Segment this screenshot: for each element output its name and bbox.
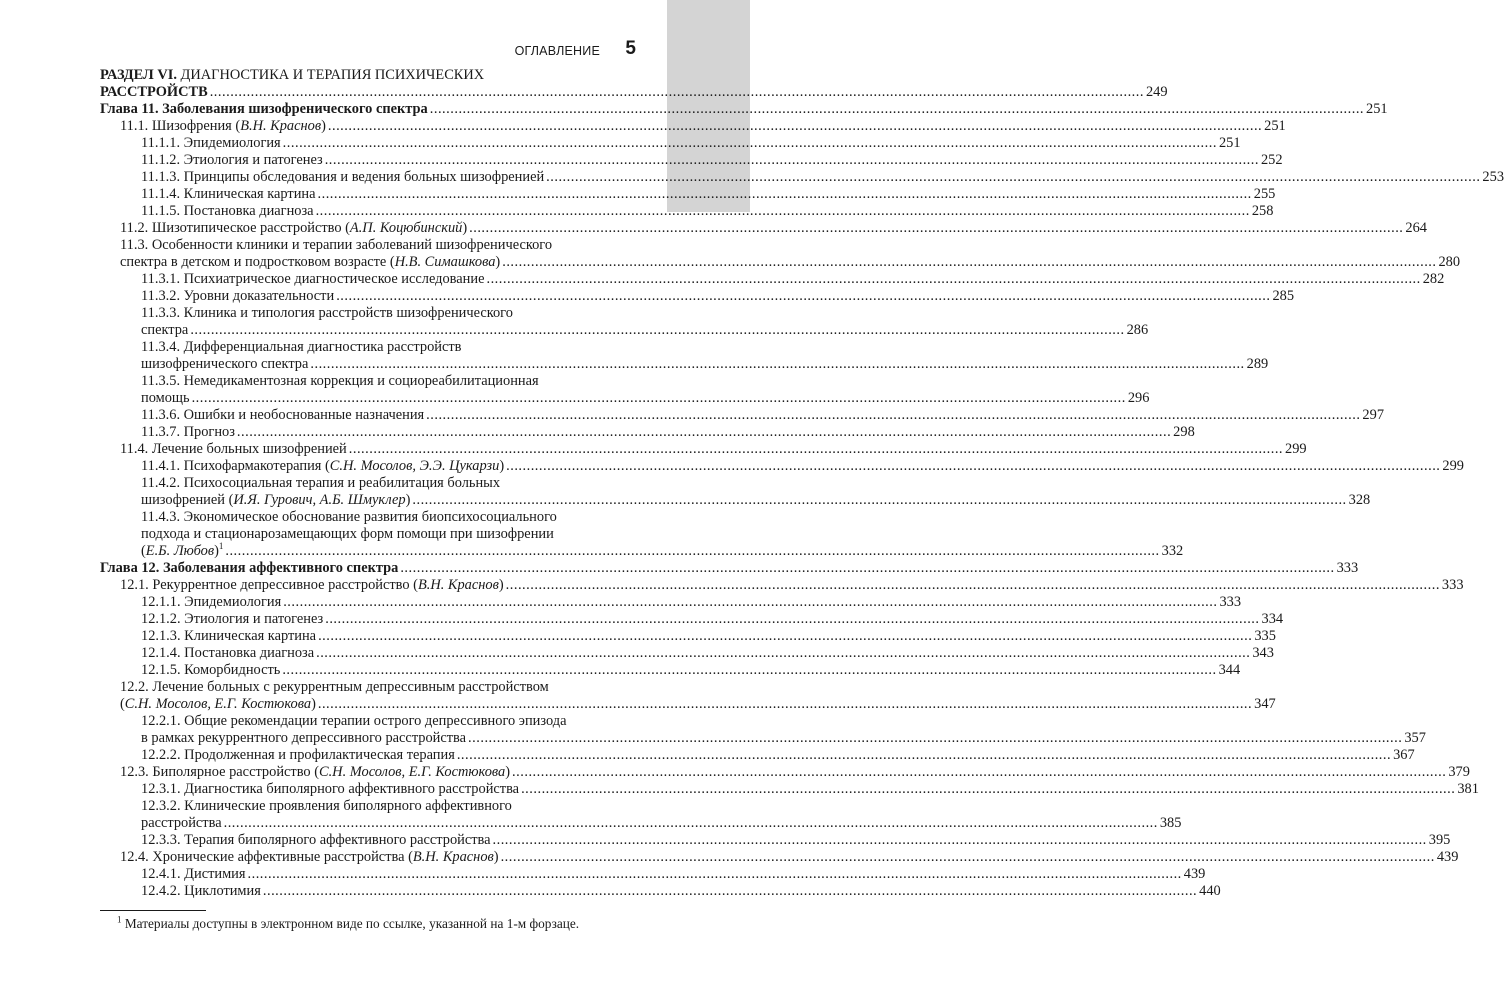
toc-page-number: 258 xyxy=(1251,203,1274,219)
toc-entry[interactable] xyxy=(100,798,1182,832)
toc-entry-title: 12.1.3. Клиническая картина xyxy=(141,628,317,644)
toc-page-number: 347 xyxy=(1254,696,1276,712)
toc-page-number: 252 xyxy=(1260,152,1283,168)
toc-entry-author: С.Н. Мосолов, Э.Э. Цукарзи xyxy=(329,458,500,474)
toc-page-number: 251 xyxy=(1218,135,1241,151)
toc-page-number: 296 xyxy=(1127,390,1150,406)
toc-page-number: 343 xyxy=(1252,645,1274,661)
dot-leader xyxy=(225,543,1159,560)
toc-page-number: 251 xyxy=(1264,118,1286,134)
toc-entry[interactable]: 12.3. Биполярное расстройство (С.Н. Мосолов, Е.Г. Костюкова) ..... 379 xyxy=(100,764,635,781)
toc-page-number: 253 xyxy=(1482,169,1504,185)
toc-entry[interactable] xyxy=(100,169,1504,186)
toc-entry-title: 12.1.5. Коморбидность xyxy=(141,662,281,678)
dot-leader xyxy=(237,424,1171,441)
dot-leader xyxy=(400,560,1334,577)
toc-page-number: 439 xyxy=(1436,849,1459,865)
toc-entry[interactable] xyxy=(100,866,1206,883)
toc-entry[interactable] xyxy=(100,186,1276,203)
toc-entry[interactable] xyxy=(100,594,1242,611)
toc-page-number: 381 xyxy=(1457,781,1479,797)
toc-entry-title: 12.2.2. Продолженная и профилактическая терапия xyxy=(141,747,455,763)
toc-entry[interactable] xyxy=(100,883,1221,900)
toc-entry[interactable] xyxy=(100,152,1283,169)
toc-entry-title: 12.3.2. Клинические проявления биполярного аффективного xyxy=(141,798,512,814)
footnote xyxy=(117,916,637,932)
toc-entry[interactable] xyxy=(100,441,1307,458)
toc-chapter[interactable] xyxy=(100,101,1388,118)
toc-entry-title: 11.3.5. Немедикаментозная коррекция и социореабилитационная xyxy=(141,373,539,389)
toc-page-number: 344 xyxy=(1218,662,1241,678)
toc-entry-title: 12.4. Хронические аффективные расстройства xyxy=(120,849,405,865)
toc-entry-title: шизофренического спектра xyxy=(141,356,309,372)
toc-entry[interactable]: 12.2. Лечение больных с рекуррентным депрессивным расстройством (С.Н. Мосолов, Е.Г. Костюкова) ..... 347 xyxy=(100,679,635,713)
toc-entry[interactable]: 11.4.2. Психосоциальная терапия и реабилитация больных шизофренией (И.Я. Гурович, А.Б. Шмуклер) ..... 328 xyxy=(100,475,635,509)
toc-entry[interactable] xyxy=(100,373,1150,407)
dot-leader xyxy=(506,458,1440,475)
toc-page-number: 385 xyxy=(1159,815,1182,831)
toc-entry-title: 11.1.5. Постановка диагноза xyxy=(141,203,314,219)
toc-entry[interactable] xyxy=(100,135,1241,152)
toc-entry-title: 11.3.6. Ошибки и необоснованные назначения xyxy=(141,407,425,423)
dot-leader xyxy=(521,781,1455,798)
toc-entry-title: 11.1.3. Принципы обследования и ведения больных шизофренией xyxy=(141,169,545,185)
toc-page-number: 440 xyxy=(1199,883,1221,899)
toc-entry-author: В.Н. Краснов xyxy=(417,577,499,593)
dot-leader xyxy=(501,849,1435,866)
toc-page-number: 280 xyxy=(1438,254,1461,270)
toc-entry-title: 11.3.4. Дифференциальная диагностика расстройств xyxy=(141,339,462,355)
toc-section[interactable] xyxy=(100,67,1168,101)
toc-entry-title: спектра xyxy=(141,322,189,338)
toc-entry-title: 12.3.3. Терапия биполярного аффективного расстройства xyxy=(141,832,491,848)
toc-page-number: 249 xyxy=(1145,84,1168,100)
toc-entry[interactable] xyxy=(100,832,1451,849)
toc-entry-title: 11.3.2. Уровни доказательности xyxy=(141,288,335,304)
toc-entry-title: Глава 11. Заболевания шизофренического спектра xyxy=(100,101,428,117)
toc-entry-title: 12.1. Рекуррентное депрессивное расстройство xyxy=(120,577,410,593)
toc-entry-author: В.Н. Краснов xyxy=(412,849,494,865)
toc-page-number: 367 xyxy=(1393,747,1415,763)
toc-entry-author: В.Н. Краснов xyxy=(240,118,322,134)
toc-entry-title: 12.2.1. Общие рекомендации терапии острого депрессивного эпизода xyxy=(141,713,567,729)
toc-entry[interactable] xyxy=(100,288,1295,305)
toc-page-number: 299 xyxy=(1285,441,1307,457)
toc-page-number: 328 xyxy=(1348,492,1371,508)
toc-entry-title: 12.3. Биполярное расстройство xyxy=(120,764,311,780)
dot-leader xyxy=(546,169,1480,186)
dot-leader xyxy=(468,730,1402,747)
dot-leader xyxy=(310,356,1244,373)
toc-entry-title: 11.4. Лечение больных шизофренией xyxy=(120,441,347,457)
toc-entry[interactable] xyxy=(100,271,1445,288)
toc-entry-title: 12.3.1. Диагностика биполярного аффективного расстройства xyxy=(141,781,520,797)
toc-page-number: 297 xyxy=(1362,407,1385,423)
dot-leader xyxy=(325,611,1259,628)
toc-entry[interactable] xyxy=(100,713,1426,747)
toc-page-number: 395 xyxy=(1428,832,1451,848)
toc-entry[interactable]: 11.2. Шизотипическое расстройство (А.П. Коцюбинский) ..... 264 xyxy=(100,220,635,237)
toc-entry-author: И.Я. Гурович, А.Б. Шмуклер xyxy=(233,492,406,508)
toc-entry-title: 11.1.2. Этиология и патогенез xyxy=(141,152,323,168)
toc-entry[interactable] xyxy=(100,662,1241,679)
toc-entry[interactable] xyxy=(100,628,1276,645)
toc-entry-title: 11.3.3. Клиника и типология расстройств шизофренического xyxy=(141,305,513,321)
toc-entry[interactable] xyxy=(100,781,1479,798)
toc-entry-title: 11.4.2. Психосоциальная терапия и реабилитация больных xyxy=(141,475,501,491)
dot-leader xyxy=(430,101,1364,118)
table-of-contents xyxy=(100,67,1504,900)
toc-entry-author: С.Н. Мосолов, Е.Г. Костюкова xyxy=(124,696,312,712)
section-title: ДИАГНОСТИКА И ТЕРАПИЯ ПСИХИЧЕСКИХ xyxy=(180,67,485,83)
toc-entry-title: 12.2. Лечение больных с рекуррентным депрессивным расстройством xyxy=(120,679,549,695)
toc-page-number: 333 xyxy=(1219,594,1242,610)
toc-page-number: 379 xyxy=(1448,764,1470,780)
toc-page-number: 286 xyxy=(1126,322,1149,338)
toc-entry[interactable]: 12.4. Хронические аффективные расстройства (В.Н. Краснов) ..... 439 xyxy=(100,849,635,866)
toc-page-number: 333 xyxy=(1336,560,1359,576)
toc-page-number: 251 xyxy=(1366,101,1388,117)
toc-page-number: 299 xyxy=(1442,458,1464,474)
toc-entry-author: Е.Б. Любов xyxy=(145,543,215,559)
toc-entry[interactable] xyxy=(100,645,1274,662)
toc-entry-title: 11.4.1. Психофармакотерапия xyxy=(141,458,322,474)
toc-entry[interactable]: 11.4.3. Экономическое обоснование развития биопсихосоциального подхода и стационарозамещающих форм помощи при шизофрении (Е.Б. Любов)$^1$ ..... 332 xyxy=(100,509,635,560)
toc-entry-author: Н.В. Симашкова xyxy=(394,254,496,270)
toc-page-number: 332 xyxy=(1161,543,1184,559)
toc-page-number: 264 xyxy=(1405,220,1427,236)
dot-leader xyxy=(316,645,1250,662)
toc-page-number: 298 xyxy=(1173,424,1195,440)
toc-entry-title: Глава 12. Заболевания аффективного спектра xyxy=(100,560,399,576)
footnote-mark: 1 xyxy=(117,914,122,925)
toc-page-number: 255 xyxy=(1253,186,1276,202)
dot-leader xyxy=(316,203,1250,220)
running-header-label: ОГЛАВЛЕНИЕ xyxy=(514,44,600,58)
footnote-ref[interactable]: 1 xyxy=(218,541,224,552)
toc-entry-title: 12.4.1. Дистимия xyxy=(141,866,246,882)
dot-leader xyxy=(486,271,1420,288)
dot-leader xyxy=(282,662,1216,679)
dot-leader xyxy=(328,118,1262,135)
dot-leader xyxy=(349,441,1283,458)
toc-entry-title: 12.1.2. Этиология и патогенез xyxy=(141,611,324,627)
toc-entry[interactable] xyxy=(100,339,1269,373)
toc-entry[interactable] xyxy=(100,611,1284,628)
toc-entry-author: С.Н. Мосолов, Е.Г. Костюкова xyxy=(318,764,506,780)
toc-page-number: 357 xyxy=(1404,730,1426,746)
toc-entry-title: 11.3. Особенности клиники и терапии заболеваний шизофренического xyxy=(120,237,553,253)
toc-entry[interactable] xyxy=(100,424,1195,441)
dot-leader xyxy=(512,764,1446,781)
dot-leader xyxy=(263,883,1197,900)
toc-entry-title: 11.3.7. Прогноз xyxy=(141,424,235,440)
toc-page-number: 335 xyxy=(1254,628,1276,644)
dot-leader xyxy=(210,84,1144,101)
toc-entry-title: спектра в детском и подростковом возрасте xyxy=(120,254,387,270)
footnote-text: Материалы доступны в электронном виде по ссылке, указанной на 1-м форзаце. xyxy=(124,916,580,931)
dot-leader xyxy=(493,832,1427,849)
dot-leader xyxy=(192,390,1126,407)
toc-page-number: 334 xyxy=(1261,611,1284,627)
toc-entry-title: РАССТРОЙСТВ xyxy=(100,84,208,100)
dot-leader xyxy=(190,322,1124,339)
dot-leader xyxy=(457,747,1391,764)
toc-entry[interactable]: 11.3. Особенности клиники и терапии заболеваний шизофренического спектра в детском и подростковом возрасте (Н.В. Симашкова) ..... 280 xyxy=(100,237,635,271)
dot-leader xyxy=(426,407,1360,424)
dot-leader xyxy=(248,866,1182,883)
toc-chapter[interactable] xyxy=(100,560,1359,577)
toc-entry-title: 11.4.3. Экономическое обоснование развития биопсихосоциального xyxy=(141,509,557,525)
toc-entry[interactable]: 11.1. Шизофрения (В.Н. Краснов) ..... 251 xyxy=(100,118,635,135)
toc-entry[interactable] xyxy=(100,203,1274,220)
toc-entry-title: 12.1.4. Постановка диагноза xyxy=(141,645,315,661)
dot-leader xyxy=(318,186,1252,203)
toc-entry-title: 11.3.1. Психиатрическое диагностическое исследование xyxy=(141,271,485,287)
dot-leader xyxy=(318,628,1252,645)
dot-leader xyxy=(412,492,1346,509)
toc-entry[interactable] xyxy=(100,407,1385,424)
page-header xyxy=(0,38,636,62)
toc-entry[interactable]: 11.4.1. Психофармакотерапия (С.Н. Мосолов, Э.Э. Цукарзи) ..... 299 xyxy=(100,458,635,475)
toc-entry-title: расстройства xyxy=(141,815,222,831)
page-number: 5 xyxy=(625,38,636,59)
toc-entry-author: А.П. Коцюбинский xyxy=(349,220,463,236)
toc-entry[interactable] xyxy=(100,305,1149,339)
dot-leader xyxy=(283,135,1217,152)
toc-entry-title: 12.1.1. Эпидемиология xyxy=(141,594,282,610)
toc-entry[interactable]: 12.1. Рекуррентное депрессивное расстройство (В.Н. Краснов) ..... 333 xyxy=(100,577,635,594)
toc-entry-title: помощь xyxy=(141,390,190,406)
toc-page-number: 439 xyxy=(1183,866,1206,882)
dot-leader xyxy=(506,577,1440,594)
toc-entry-title: в рамках рекуррентного депрессивного расстройства xyxy=(141,730,467,746)
toc-entry-title: 11.1.4. Клиническая картина xyxy=(141,186,316,202)
dot-leader xyxy=(224,815,1158,832)
toc-page-number: 333 xyxy=(1441,577,1464,593)
dot-leader xyxy=(336,288,1270,305)
footnote-divider xyxy=(100,910,206,911)
dot-leader xyxy=(469,220,1403,237)
dot-leader xyxy=(318,696,1252,713)
toc-entry-title: подхода и стационарозамещающих форм помощи при шизофрении xyxy=(141,526,554,542)
toc-entry-title: 11.2. Шизотипическое расстройство xyxy=(120,220,342,236)
toc-entry-title: 11.1.1. Эпидемиология xyxy=(141,135,281,151)
toc-entry-title: шизофренией xyxy=(141,492,225,508)
dot-leader xyxy=(283,594,1217,611)
toc-entry[interactable] xyxy=(100,747,1415,764)
section-number: РАЗДЕЛ VI. xyxy=(100,67,181,83)
toc-page-number: 285 xyxy=(1272,288,1295,304)
dot-leader xyxy=(502,254,1436,271)
toc-entry-title: 11.1. Шизофрения xyxy=(120,118,232,134)
toc-entry-title: 12.4.2. Циклотимия xyxy=(141,883,261,899)
dot-leader xyxy=(325,152,1259,169)
toc-page-number: 289 xyxy=(1246,356,1269,372)
toc-page-number: 282 xyxy=(1422,271,1445,287)
